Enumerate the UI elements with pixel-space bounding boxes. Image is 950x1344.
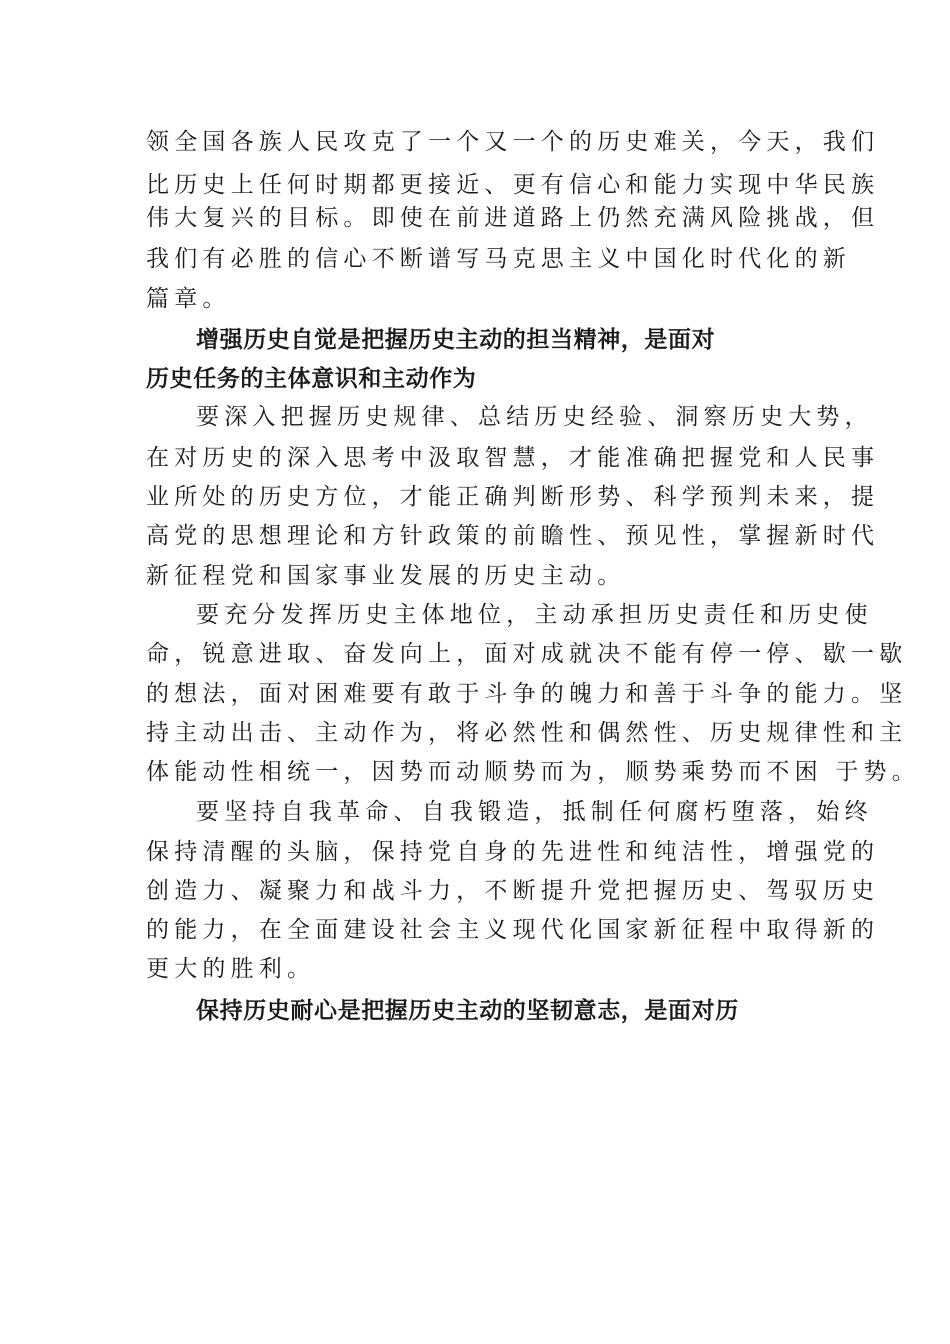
paragraph-line: 保持清醒的头脑，保持党自身的先进性和纯洁性，增强党的 [146, 839, 880, 865]
section-heading: 增强历史自觉是把握历史主动的担当精神，是面对 [196, 327, 716, 353]
paragraph-line: 体能动性相统一，因势而动顺势而为，顺势乘势而不困 于势。 [146, 759, 920, 785]
paragraph-line: 要深入把握历史规律、总结历史经验、洞察历史大势， [196, 404, 873, 430]
paragraph-line: 新征程党和国家事业发展的历史主动。 [146, 563, 626, 589]
paragraph-line: 我们有必胜的信心不断谱写马克思主义中国化时代化的新 [146, 246, 851, 272]
paragraph-line: 持主动出击、主动作为，将必然性和偶然性、历史规律性和主 [146, 720, 908, 746]
paragraph-line: 业所处的历史方位，才能正确判断形势、科学预判未来，提 [146, 484, 880, 510]
paragraph-line: 高党的思想理论和方针政策的前瞻性、预见性，掌握新时代 [146, 523, 880, 549]
paragraph-line: 篇章。 [146, 286, 231, 312]
paragraph-line: 在对历史的深入思考中汲取智慧，才能准确把握党和人民事 [146, 445, 880, 471]
paragraph-line: 要充分发挥历史主体地位，主动承担历史责任和历史使 [196, 602, 873, 628]
paragraph-line: 的想法，面对困难要有敢于斗争的魄力和善于斗争的能力。坚 [146, 681, 908, 707]
paragraph-line: 创造力、凝聚力和战斗力，不断提升党把握历史、驾驭历史 [146, 878, 880, 904]
paragraph-line: 的能力，在全面建设社会主义现代化国家新征程中取得新的 [146, 917, 880, 943]
paragraph-line: 比历史上任何时期都更接近、更有信心和能力实现中华民族 [146, 172, 880, 198]
section-heading: 保持历史耐心是把握历史主动的坚韧意志，是面对历 [196, 998, 739, 1024]
paragraph-line: 命，锐意进取、奋发向上，面对成就决不能有停一停、歇一歇 [146, 641, 908, 667]
paragraph-line: 伟大复兴的目标。即使在前进道路上仍然充满风险挑战，但 [146, 205, 880, 231]
paragraph-line: 要坚持自我革命、自我锻造，抵制任何腐朽堕落，始终 [196, 799, 873, 825]
paragraph-line: 更大的胜利。 [146, 956, 316, 982]
paragraph-line: 领全国各族人民攻克了一个又一个的历史难关，今天，我们 [146, 129, 880, 155]
section-heading: 历史任务的主体意识和主动作为 [146, 366, 477, 392]
